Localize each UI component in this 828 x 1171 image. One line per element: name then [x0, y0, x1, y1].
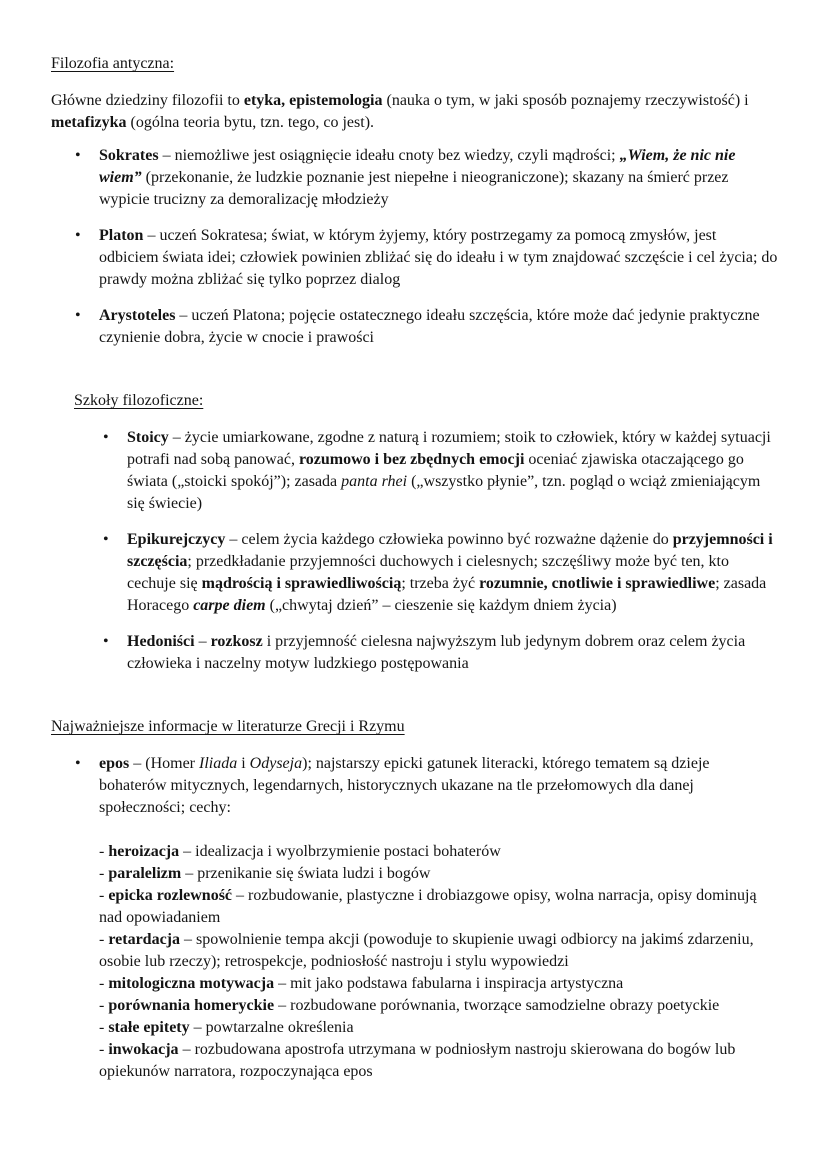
text-run: epicka rozlewność [108, 887, 233, 904]
bullet-item-platon [99, 225, 778, 291]
text-run: oceniać zjawiska otaczającego go świata („stoicki spokój”); zasada [127, 451, 744, 490]
text-run: porównania homeryckie [108, 997, 275, 1014]
text-run: – [194, 633, 211, 650]
section-heading-filozofia-antyczna [51, 53, 778, 75]
text-run: – spowolnienie tempa akcji (powoduje to skupienie uwagi odbiorcy na jakimś zdarzeniu, osobie lub rzeczy); retrospekcje, podniosłość nastroju i stylu wypowiedzi [99, 931, 754, 970]
text-run: metafizyka [51, 114, 127, 131]
text-run: Epikurejczycy [127, 531, 226, 548]
text-run: Najważniejsze informacje w literaturze Grecji i Rzymu [51, 718, 405, 735]
text-run: retardacja [108, 931, 180, 948]
text-run: „Wiem, że nic nie wiem” [99, 147, 736, 186]
text-run: ); najstarszy epicki gatunek literacki, którego tematem są dzieje bohaterów mitycznych, legendarnych, historycznych ukazane na tle przełomowych dla danej społeczności; cechy: [99, 755, 710, 816]
text-run: Odyseja [249, 755, 303, 772]
text-run: - [99, 997, 109, 1014]
text-run: (nauka o tym, w jaki sposób poznajemy rzeczywistość) i [382, 92, 749, 109]
bullet-item-sokrates [99, 145, 778, 211]
section-heading-literatura-grecji-i-rzymu [51, 716, 778, 738]
text-run: - [99, 887, 109, 904]
text-run: („wszystko płynie”, tzn. pogląd o wciąż zmieniającym się świecie) [127, 473, 761, 512]
section-heading-szkoly-filozoficzne [74, 390, 778, 412]
document-body [51, 53, 778, 1083]
text-run: Sokrates [99, 147, 159, 164]
text-run: - [99, 1041, 109, 1058]
text-run: Stoicy [127, 429, 169, 446]
text-run: - [99, 843, 109, 860]
text-run: - [99, 931, 109, 948]
text-run: rozumnie, cnotliwie i sprawiedliwe [479, 575, 716, 592]
bullet-item-epikurejczycy [127, 529, 778, 617]
philosophers-list [51, 145, 778, 349]
text-run: – rozbudowane porównania, tworzące samodzielne obrazy poetyckie [274, 997, 720, 1014]
text-run: paralelizm [108, 865, 182, 882]
text-run: - [99, 865, 109, 882]
text-run: Platon [99, 227, 144, 244]
text-run: i [237, 755, 250, 772]
text-run: - [99, 975, 109, 992]
text-run: Szkoły filozoficzne: [74, 392, 204, 409]
text-run: rozumowo i bez zbędnych emocji [298, 451, 525, 468]
text-run: ; zasada Horacego [127, 575, 767, 614]
text-run: inwokacja [108, 1041, 179, 1058]
text-run: epos [99, 755, 130, 772]
text-run: (ogólna teoria bytu, tzn. tego, co jest). [126, 114, 375, 131]
text-run: – rozbudowana apostrofa utrzymana w podniosłym nastroju skierowana do bogów lub opiekunów narratora, rozpoczynająca epos [99, 1041, 736, 1080]
bullet-item-epos [99, 753, 778, 1083]
text-run: („chwytaj dzień” – cieszenie się każdym dniem życia) [265, 597, 617, 614]
text-run: Filozofia antyczna: [51, 55, 175, 72]
bullet-item-stoicy [127, 427, 778, 515]
text-run: etyka, epistemologia [243, 92, 383, 109]
text-run: przyjemności i szczęścia [127, 531, 773, 570]
text-run: Arystoteles [99, 307, 176, 324]
text-run: stałe epitety [108, 1019, 190, 1036]
text-run: – życie umiarkowane, zgodne z naturą i rozumiem; stoik to człowiek, który w każdej sytuacji potrafi nad sobą panować, [127, 429, 771, 468]
text-run: Hedoniści [127, 633, 195, 650]
text-run: – rozbudowanie, plastyczne i drobiazgowe opisy, wolna narracja, opisy dominują nad opowiadaniem [99, 887, 757, 926]
text-run: – idealizacja i wyolbrzymienie postaci bohaterów [179, 843, 501, 860]
text-run: – uczeń Sokratesa; świat, w którym żyjemy, który postrzegamy za pomocą zmysłów, jest odbiciem świata idei; człowiek powinien zbliżać się do ideału i w tym znajdować szczęście i cel życia; do prawdy można zbliżać się tylko poprzez dialog [99, 227, 778, 288]
bullet-item-arystoteles [99, 305, 778, 349]
text-run: Iliada [199, 755, 238, 772]
text-run: panta rhei [341, 473, 408, 490]
text-run: Główne dziedziny filozofii to [51, 92, 244, 109]
text-run: – niemożliwe jest osiągnięcie ideału cnoty bez wiedzy, czyli mądrości; [158, 147, 620, 164]
text-run: ; trzeba żyć [401, 575, 480, 592]
text-run: mądrością i sprawiedliwością [201, 575, 402, 592]
text-run: – celem życia każdego człowieka powinno być rozważne dążenie do [225, 531, 673, 548]
text-run: – powtarzalne określenia [189, 1019, 354, 1036]
text-run: – (Homer [129, 755, 199, 772]
text-run: rozkosz [210, 633, 263, 650]
text-run: – mit jako podstawa fabularna i inspiracja artystyczna [274, 975, 624, 992]
text-run: – uczeń Platona; pojęcie ostatecznego ideału szczęścia, które może dać jedynie praktyczne czynienie dobra, życie w cnocie i prawości [99, 307, 760, 346]
text-run: – przenikanie się świata ludzi i bogów [181, 865, 431, 882]
text-run: i przyjemność cielesna najwyższym lub jedynym dobrem oraz celem życia człowieka i naczelny motyw ludzkiego postępowania [127, 633, 746, 672]
text-run: mitologiczna motywacja [108, 975, 275, 992]
text-run: - [99, 1019, 109, 1036]
intro-paragraph [51, 90, 778, 134]
text-run: (przekonanie, że ludzkie poznanie jest niepełne i nieograniczone); skazany na śmierć przez wypicie trucizny za demoralizację młodzieży [99, 169, 729, 208]
text-run: heroizacja [108, 843, 180, 860]
text-run: carpe diem [193, 597, 266, 614]
schools-list [51, 427, 778, 675]
literature-list [51, 753, 778, 1083]
text-run: ; przedkładanie przyjemności duchowych i cielesnych; szczęśliwy może być ten, kto cechuje się [127, 553, 729, 592]
bullet-item-hedonisci [127, 631, 778, 675]
